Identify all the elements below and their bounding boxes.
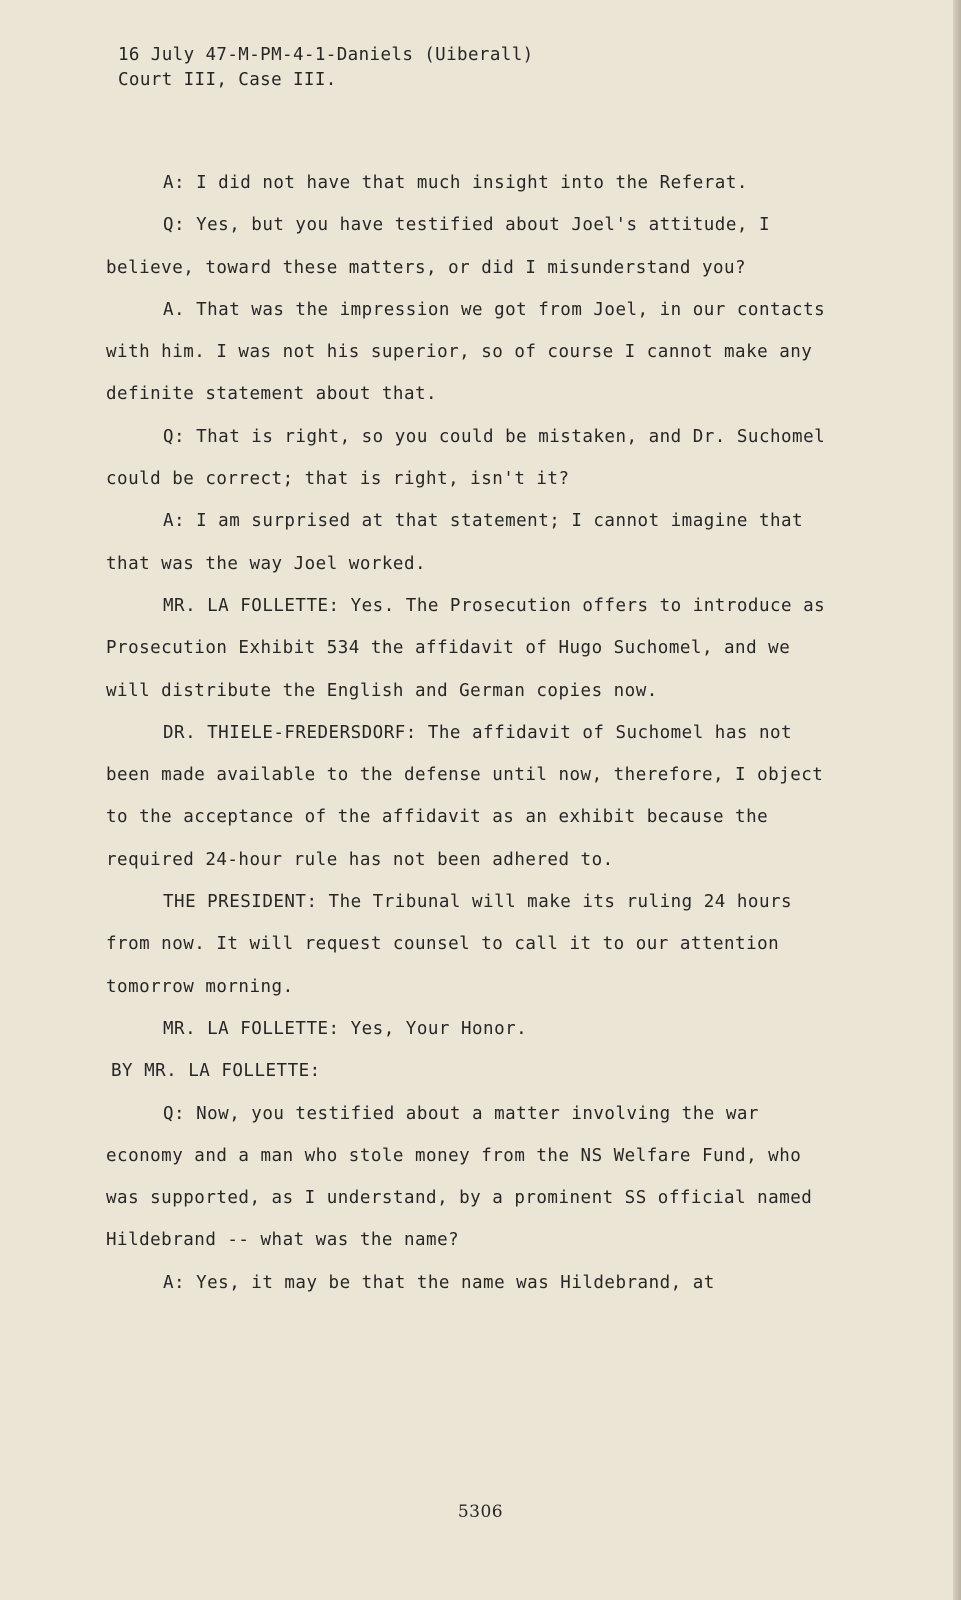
transcript-paragraph-answer-hildebrand: A: Yes, it may be that the name was Hildebrand, at — [163, 1272, 715, 1293]
transcript-paragraph-prosecutor-reply: MR. LA FOLLETTE: Yes, Your Honor. — [163, 1018, 528, 1039]
page-number: 5306 — [457, 1502, 504, 1522]
transcript-paragraph-answer-surprised: A: I am surprised at that statement; I cannot imagine that that was the way Joel worked. — [106, 511, 804, 574]
header-line-court-case: Court III, Case III. — [118, 70, 337, 90]
header-line-date-reporter: 16 July 47-M-PM-4-1-Daniels (Uiberall) — [118, 45, 534, 65]
transcript-paragraph-question-mistaken: Q: That is right, so you could be mistaken, and Dr. Suchomel could be correct; that is right, isn't it? — [106, 426, 826, 490]
transcript-paragraph-answer-impression: A. That was the impression we got from Joel, in our contacts with him. I was not his superior, so of course I cannot make any definite statement about that. — [106, 299, 826, 405]
transcript-examiner-heading: BY MR. LA FOLLETTE: — [111, 1061, 321, 1082]
transcript-body — [106, 162, 826, 1304]
transcript-paragraph-question-welfare-fund: Q: Now, you testified about a matter involving the war economy and a man who stole money from the NS Welfare Fund, who was supported, as I understand, by a prominent SS official named Hildebrand -- what was the name? — [106, 1103, 813, 1251]
transcript-paragraph-defense-objection: DR. THIELE-FREDERSDORF: The affidavit of Suchomel has not been made available to the defense until now, therefore, I object to the acceptance of the affidavit as an exhibit because the required 24-hour rule has not been adhered to. — [106, 722, 824, 870]
page-edge-shadow — [953, 0, 961, 1600]
transcript-paragraph-president-ruling: THE PRESIDENT: The Tribunal will make its ruling 24 hours from now. It will request counsel to call it to our attention tomorrow morning. — [106, 892, 793, 997]
transcript-paragraph-answer-insight: A: I did not have that much insight into the Referat. — [163, 173, 748, 193]
transcript-paragraph-question-attitude: Q: Yes, but you have testified about Joel's attitude, I believe, toward these matters, or did I misunderstand you? — [106, 215, 770, 278]
transcript-paragraph-prosecution-offer: MR. LA FOLLETTE: Yes. The Prosecution offers to introduce as Prosecution Exhibit 534 the affidavit of Hugo Suchomel, and we will distribute the English and German copies now. — [106, 595, 826, 701]
